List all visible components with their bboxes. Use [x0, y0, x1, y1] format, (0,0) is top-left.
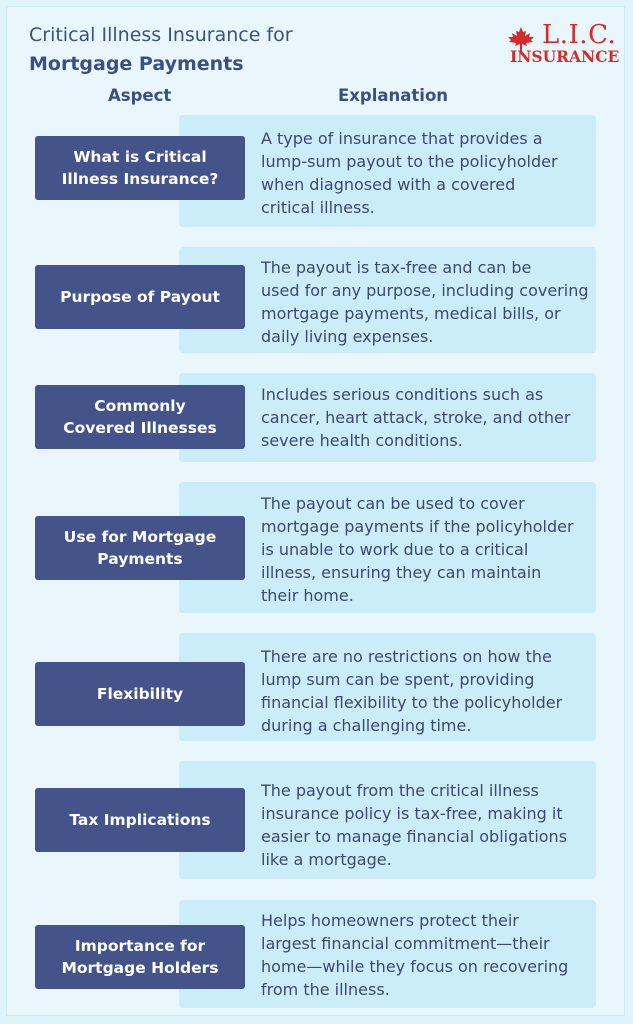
- aspect-line: Flexibility: [96, 685, 184, 703]
- explanation-line: Helps homeowners protect their: [261, 911, 519, 930]
- explanation-line: mortgage payments if the policyholder: [261, 517, 574, 536]
- explanation-line: financial flexibility to the policyholder: [261, 693, 563, 712]
- aspect-label-box: [35, 662, 245, 726]
- explanation-line: cancer, heart attack, stroke, and other: [261, 408, 571, 427]
- aspect-line: Commonly: [94, 397, 186, 415]
- page-title-line-1: Critical Illness Insurance for: [29, 24, 293, 46]
- explanation-line: when diagnosed with a covered: [261, 175, 516, 194]
- aspect-label-box: [35, 516, 245, 580]
- logo-lic-text: L.I.C.: [542, 20, 617, 50]
- aspect-line: Purpose of Payout: [60, 288, 220, 306]
- explanation-line: There are no restrictions on how the: [261, 647, 552, 666]
- aspect-label-box: [35, 788, 245, 852]
- explanation-line: insurance policy is tax-free, making it: [261, 804, 563, 823]
- explanation-line: is unable to work due to a critical: [261, 540, 529, 559]
- explanation-line: like a mortgage.: [261, 850, 392, 869]
- aspect-label-box: [35, 925, 245, 989]
- aspect-label: [62, 146, 219, 190]
- column-header-explanation: Explanation: [338, 86, 449, 105]
- aspect-line: Tax Implications: [69, 811, 211, 829]
- aspect-line: Importance for: [74, 937, 206, 955]
- aspect-label: [97, 683, 183, 705]
- explanation-line: easier to manage financial obligations: [261, 827, 568, 846]
- aspect-label-box: [35, 385, 245, 449]
- explanation-line: from the illness.: [261, 980, 390, 999]
- explanation-line: illness, ensuring they can maintain: [261, 563, 542, 582]
- aspect-line: Payments: [97, 550, 183, 568]
- explanation-text: [261, 383, 591, 452]
- aspect-label-box: [35, 265, 245, 329]
- explanation-text: [261, 127, 591, 219]
- explanation-line: lump-sum payout to the policyholder: [261, 152, 558, 171]
- explanation-line: daily living expenses.: [261, 327, 434, 346]
- explanation-text: [261, 492, 591, 607]
- explanation-line: severe health conditions.: [261, 431, 463, 450]
- explanation-text: [261, 779, 591, 871]
- aspect-line: Mortgage Holders: [61, 959, 219, 977]
- explanation-text: [261, 909, 591, 1001]
- aspect-label: [69, 809, 210, 831]
- explanation-line: mortgage payments, medical bills, or: [261, 304, 561, 323]
- explanation-line: The payout can be used to cover: [261, 494, 525, 513]
- aspect-label: [64, 526, 216, 570]
- explanation-line: largest financial commitment—their: [261, 934, 550, 953]
- explanation-line: lump sum can be spent, providing: [261, 670, 535, 689]
- explanation-line: used for any purpose, including covering: [261, 281, 589, 300]
- aspect-line: What is Critical: [73, 148, 207, 166]
- aspect-line: Use for Mortgage: [63, 528, 217, 546]
- aspect-label: [60, 286, 220, 308]
- explanation-line: The payout is tax-free and can be: [261, 258, 532, 277]
- explanation-text: [261, 645, 591, 737]
- explanation-line: home—while they focus on recovering: [261, 957, 569, 976]
- explanation-line: The payout from the critical illness: [261, 781, 539, 800]
- explanation-line: Includes serious conditions such as: [261, 385, 544, 404]
- lic-insurance-logo: [506, 20, 620, 68]
- column-header-aspect: Aspect: [108, 86, 172, 105]
- explanation-line: during a challenging time.: [261, 716, 472, 735]
- explanation-line: their home.: [261, 586, 354, 605]
- aspect-label-box: [35, 136, 245, 200]
- aspect-label: [63, 395, 216, 439]
- aspect-label: [61, 935, 218, 979]
- explanation-line: critical illness.: [261, 198, 375, 217]
- page-title-line-2: Mortgage Payments: [29, 53, 244, 75]
- explanation-text: [261, 256, 591, 348]
- aspect-line: Covered Illnesses: [63, 419, 217, 437]
- aspect-line: Illness Insurance?: [61, 170, 219, 188]
- logo-insurance-text: INSURANCE: [510, 47, 620, 66]
- explanation-line: A type of insurance that provides a: [261, 129, 543, 148]
